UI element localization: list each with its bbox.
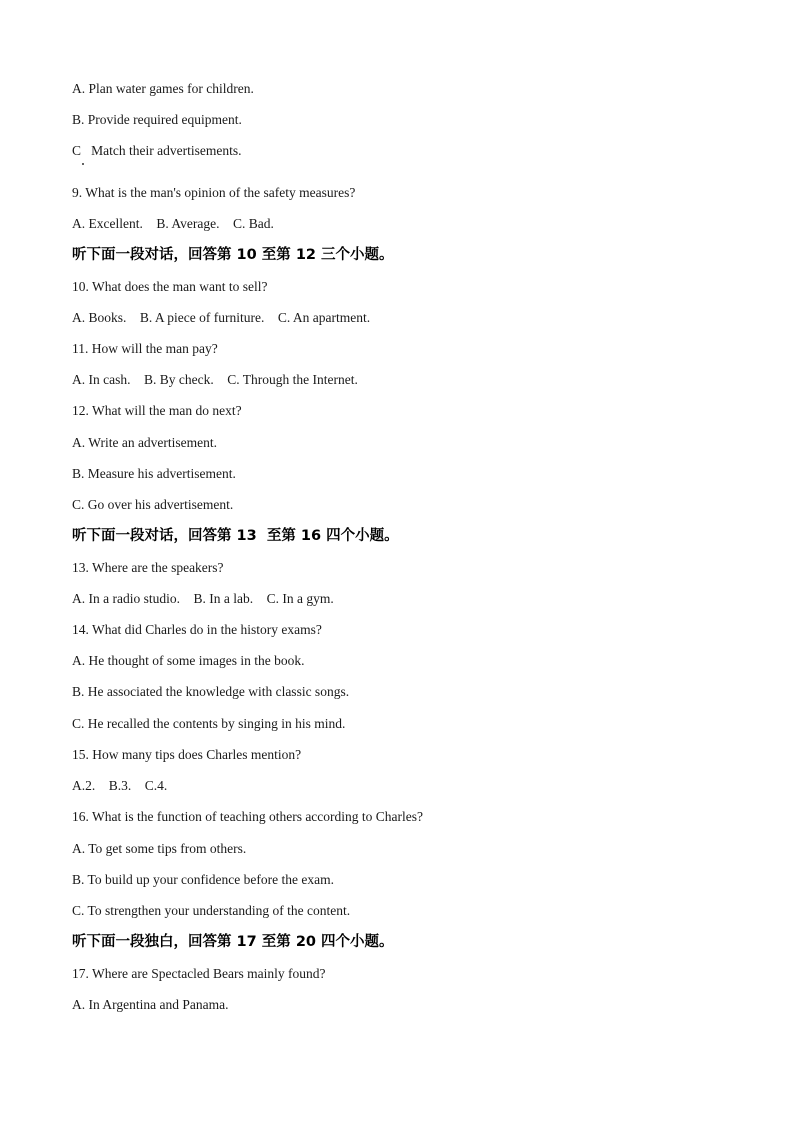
- options-9: A. Excellent. B. Average. C. Bad.: [72, 216, 274, 231]
- question-10: 10. What does the man want to sell?: [72, 279, 268, 294]
- option-12c: C. Go over his advertisement.: [72, 497, 234, 512]
- option-12b: B. Measure his advertisement.: [72, 466, 236, 481]
- option-16c: C. To strengthen your understanding of the content.: [72, 903, 351, 918]
- option-14b: B. He associated the knowledge with classic songs.: [72, 684, 350, 699]
- option-16b: B. To build up your confidence before the exam.: [72, 872, 334, 887]
- section-heading-13-16: 听下面一段对话，回答第 13 至第 16 四个小题。: [72, 528, 399, 544]
- options-11: A. In cash. B. By check. C. Through the Internet.: [72, 372, 358, 387]
- option-8b: B. Provide required equipment.: [72, 112, 242, 127]
- question-13: 13. Where are the speakers?: [72, 560, 224, 575]
- option-8c: C Match their advertisements.: [72, 143, 242, 158]
- options-13: A. In a radio studio. B. In a lab. C. In a gym.: [72, 591, 334, 606]
- question-14: 14. What did Charles do in the history exams?: [72, 622, 322, 637]
- question-12: 12. What will the man do next?: [72, 403, 242, 418]
- question-11: 11. How will the man pay?: [72, 341, 218, 356]
- question-15: 15. How many tips does Charles mention?: [72, 747, 302, 762]
- question-16: 16. What is the function of teaching others according to Charles?: [72, 809, 424, 824]
- option-14c: C. He recalled the contents by singing in his mind.: [72, 716, 346, 731]
- stray-dot-mark: [82, 163, 84, 165]
- option-8a: A. Plan water games for children.: [72, 81, 254, 96]
- options-10: A. Books. B. A piece of furniture. C. An apartment.: [72, 310, 371, 325]
- option-14a: A. He thought of some images in the book.: [72, 653, 305, 668]
- option-12a: A. Write an advertisement.: [72, 435, 218, 450]
- section-heading-10-12: 听下面一段对话，回答第 10 至第 12 三个小题。: [72, 247, 394, 263]
- options-15: A.2. B.3. C.4.: [72, 778, 168, 793]
- option-17a: A. In Argentina and Panama.: [72, 997, 229, 1012]
- question-9: 9. What is the man's opinion of the safety measures?: [72, 185, 356, 200]
- section-heading-17-20: 听下面一段独白，回答第 17 至第 20 四个小题。: [72, 934, 394, 950]
- option-16a: A. To get some tips from others.: [72, 841, 247, 856]
- question-17: 17. Where are Spectacled Bears mainly found?: [72, 966, 326, 981]
